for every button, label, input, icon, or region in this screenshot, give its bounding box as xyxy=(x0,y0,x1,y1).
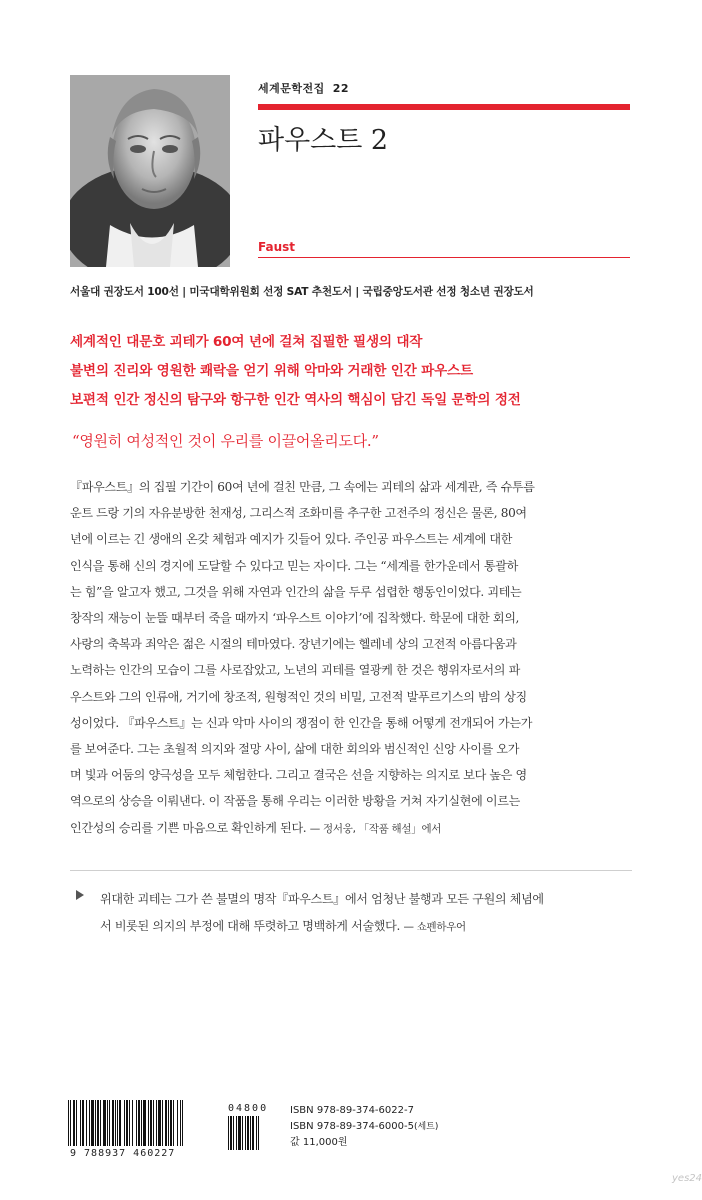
barcode-bar xyxy=(129,1100,130,1146)
barcode-bar xyxy=(180,1100,181,1146)
barcode-bar xyxy=(80,1100,81,1146)
barcode-bar xyxy=(126,1100,128,1146)
barcode-bar xyxy=(115,1100,116,1146)
barcode-bar xyxy=(153,1100,154,1146)
highlight-line: 불변의 진리와 영원한 쾌락을 얻기 위해 악마와 거래한 인간 파우스트 xyxy=(70,363,473,379)
body-line: 는 힘”을 알고자 했고, 그것을 위해 자연과 인간의 삶을 두루 섭렵한 행동인이었다. 괴테는 xyxy=(70,584,522,599)
highlight-line: 보편적 인간 정신의 탐구와 항구한 인간 역사의 핵심이 담긴 독일 문학의 정전 xyxy=(70,392,521,408)
isbn-set: ISBN 978-89-374-6000-5 xyxy=(290,1120,414,1132)
series-name: 세계문학전집 xyxy=(258,82,325,95)
barcode-bar xyxy=(109,1100,110,1146)
barcode-bar xyxy=(95,1100,96,1146)
barcode-bar xyxy=(76,1100,77,1146)
barcode-bar xyxy=(252,1116,254,1150)
title-red-bar xyxy=(258,104,630,110)
barcode-bar xyxy=(103,1100,106,1146)
body-line: 인식을 통해 신의 경지에 도달할 수 있다고 믿는 자이다. 그는 “세계를 한가운데서 통괄하 xyxy=(70,558,518,573)
body-line: 성이었다. 『파우스트』는 신과 악마 사이의 쟁점이 한 인간을 통해 어떻게 전개되어 가는가 xyxy=(70,715,533,730)
barcode-bar xyxy=(107,1100,108,1146)
barcode-bar xyxy=(230,1116,232,1150)
review-block xyxy=(76,886,636,940)
barcode-bar xyxy=(132,1100,133,1146)
body-line: 창작의 재능이 눈뜰 때부터 죽을 때까지 ‘파우스트 이야기’에 집착했다. 학문에 대한 회의, xyxy=(70,611,520,626)
body-line xyxy=(70,815,632,842)
isbn-line xyxy=(290,1119,438,1136)
barcode-bar xyxy=(70,1100,71,1146)
barcode-addon-digits: 04800 xyxy=(228,1103,269,1114)
watermark: yes24 xyxy=(672,1173,702,1184)
review-line: 위대한 괴테는 그가 쓴 불멸의 명작『파우스트』에서 엄청난 불행과 모든 구원의 체념에 xyxy=(100,892,544,906)
review-line-last: 서 비롯된 의지의 부정에 대해 뚜렷하고 명백하게 서술했다. xyxy=(100,918,400,933)
subtitle-rule xyxy=(258,257,630,258)
barcode-bar xyxy=(73,1100,75,1146)
barcode-bar xyxy=(158,1100,161,1146)
barcode-bar xyxy=(119,1100,121,1146)
barcode-bar xyxy=(236,1116,237,1150)
barcode-bar xyxy=(136,1100,137,1146)
body-text xyxy=(70,474,632,842)
barcode-bar xyxy=(162,1100,163,1146)
barcode-bar xyxy=(89,1100,90,1146)
series-label xyxy=(258,80,349,96)
body-line: 며 빛과 어둠의 양극성을 모두 체험한다. 그리고 결국은 선을 지향하는 의지로 보다 높은 영 xyxy=(70,768,527,783)
barcode-addon xyxy=(226,1116,278,1160)
barcode-bar xyxy=(170,1100,172,1146)
barcode-bar xyxy=(150,1100,152,1146)
body-line: 『파우스트』의 집필 기간이 60여 년에 걸친 만큼, 그 속에는 괴테의 삶과 세계관, 즉 슈투름 xyxy=(70,480,535,494)
barcode-bar xyxy=(100,1100,101,1146)
body-line: 운트 드랑 기의 자유분방한 천재성, 그리스적 조화미를 추구한 고전주의 정신은 물론, 80여 xyxy=(70,506,527,521)
pull-quote: “영원히 여성적인 것이 우리를 이끌어올리도다.” xyxy=(72,432,379,450)
price: 값 11,000원 xyxy=(290,1137,348,1148)
body-line-last: 인간성의 승리를 기쁜 마음으로 확인하게 된다. xyxy=(70,820,307,835)
barcode-bar xyxy=(250,1116,251,1150)
barcode-bar xyxy=(82,1100,84,1146)
barcode-bar xyxy=(182,1100,183,1146)
barcode-bar xyxy=(97,1100,99,1146)
barcode-bar xyxy=(143,1100,146,1146)
barcode-bar xyxy=(247,1116,249,1150)
barcode-bar xyxy=(165,1100,167,1146)
barcode-bar xyxy=(177,1100,178,1146)
barcode-bar xyxy=(68,1100,69,1146)
isbn-set-label: (세트) xyxy=(413,1121,439,1132)
author-portrait xyxy=(70,75,230,267)
isbn-info xyxy=(290,1103,438,1151)
book-title: 파우스트 2 xyxy=(258,125,389,156)
barcode-bar xyxy=(141,1100,142,1146)
barcode-bar xyxy=(173,1100,174,1146)
highlights xyxy=(70,328,635,415)
barcode-bar xyxy=(233,1116,234,1150)
section-divider xyxy=(70,870,632,871)
series-number: 22 xyxy=(332,82,350,95)
isbn-line: ISBN 978-89-374-6022-7 xyxy=(290,1105,414,1116)
barcode-bar xyxy=(138,1100,140,1146)
barcode-bar xyxy=(91,1100,94,1146)
recommendation-line: 서울대 권장도서 100선 | 미국대학위원회 선정 SAT 추천도서 | 국립중앙도서관 선정 청소년 권장도서 xyxy=(70,286,534,298)
barcode-bar xyxy=(258,1116,259,1150)
barcode-digits: 9 788937 460227 xyxy=(70,1148,176,1159)
highlight-line: 세계적인 대문호 괴테가 60여 년에 걸쳐 집필한 필생의 대작 xyxy=(70,334,423,350)
body-line: 노력하는 인간의 모습이 그를 사로잡았고, 노년의 괴테를 열광케 한 것은 행위자로서의 파 xyxy=(70,663,520,678)
barcode-bar xyxy=(156,1100,157,1146)
barcode-bar xyxy=(238,1116,241,1150)
barcode-bar xyxy=(148,1100,149,1146)
barcode-bar xyxy=(228,1116,229,1150)
review-line xyxy=(100,913,636,941)
barcode-bar xyxy=(117,1100,118,1146)
review-credit: — 쇼펜하우어 xyxy=(403,920,466,933)
barcode-bar xyxy=(245,1116,246,1150)
body-line: 역으로의 상승을 이뤄낸다. 이 작품을 통해 우리는 이러한 방황을 거쳐 자기실현에 이르는 xyxy=(70,794,520,809)
barcode-bar xyxy=(86,1100,87,1146)
body-line: 년에 이르는 긴 생애의 온갖 체험과 예지가 깃들어 있다. 주인공 파우스트는 세계에 대한 xyxy=(70,532,513,547)
body-line: 를 보여준다. 그는 초월적 의지와 절망 사이, 삶에 대한 회의와 범신적인 신앙 사이를 오가 xyxy=(70,742,520,757)
triangle-bullet-icon xyxy=(76,890,84,900)
book-subtitle: Faust xyxy=(258,240,296,254)
barcode-bar xyxy=(168,1100,169,1146)
barcode-bar xyxy=(112,1100,114,1146)
body-line: 우스트와 그의 인류애, 거기에 창조적, 원형적인 것의 비밀, 고전적 발푸르기스의 밤의 상징 xyxy=(70,689,527,704)
body-line: 사랑의 축복과 죄악은 젊은 시절의 테마였다. 장년기에는 헬레네 상의 고전적 아름다움과 xyxy=(70,637,517,652)
barcode-bar xyxy=(124,1100,125,1146)
barcode-bar xyxy=(256,1116,257,1150)
barcode-bar xyxy=(242,1116,243,1150)
body-credit: — 정서웅, 「작품 해설」에서 xyxy=(309,822,442,835)
